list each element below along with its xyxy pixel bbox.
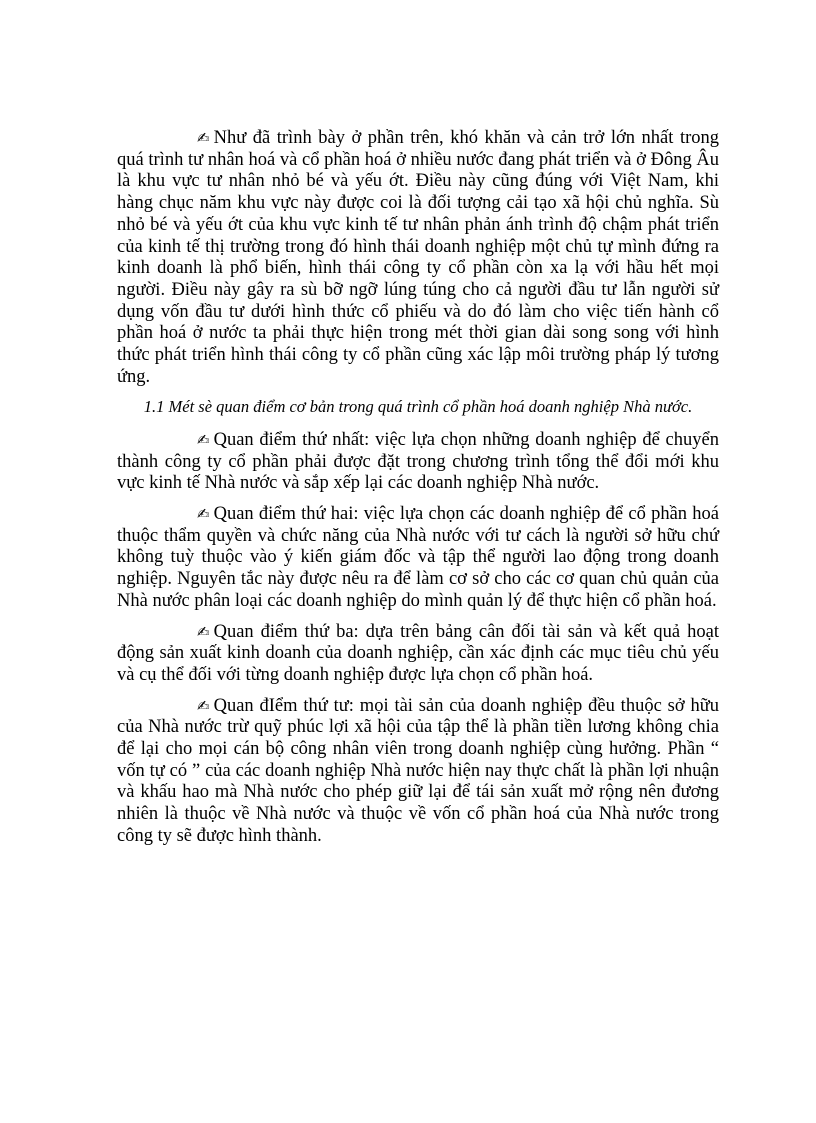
point-paragraph-3: [117, 622, 719, 687]
writing-hand-icon: ✍: [197, 129, 210, 147]
point-paragraph-3-text: Quan điểm thứ ba: dựa trên bảng cân đối tài sản và kết quả hoạt động sản xuất kinh doanh của doanh nghiệp, cần xác định các mục tiêu chủ yếu và cụ thể đối với từng doanh nghiệp được lựa chọn cổ phần hoá.: [117, 621, 719, 685]
section-heading: 1.1 Mét sè quan điểm cơ bản trong quá trình cổ phần hoá doanh nghiệp Nhà nước.: [143, 397, 693, 417]
point-paragraph-4-text: Quan đIểm thứ tư: mọi tài sản của doanh nghiệp đều thuộc sở hữu của Nhà nước trừ quỹ phúc lợi xã hội của tập thể là phần tiền lương không chia để lại cho mọi cán bộ công nhân viên trong doanh nghiệp cùng hưởng. Phần “ vốn tự có ” của các doanh nghiệp Nhà nước hiện nay thực chất là phần lợi nhuận và khấu hao mà Nhà nước cho phép giữ lại để tái sản xuất mở rộng nên đương nhiên là thuộc về Nhà nước và thuộc về vốn cổ phần hoá của Nhà nước trong công ty sẽ được hình thành.: [117, 695, 719, 846]
point-paragraph-2-text: Quan điểm thứ hai: việc lựa chọn các doanh nghiệp để cổ phần hoá thuộc thẩm quyền và chức năng của Nhà nước với tư cách là người sở hữu chứ không tuỳ thuộc vào ý kiến giám đốc và tập thể người lao động trong doanh nghiệp. Nguyên tắc này được nêu ra để làm cơ sở cho các cơ quan chủ quản của Nhà nước phân loại các doanh nghiệp do mình quản lý để thực hiện cổ phần hoá.: [117, 504, 719, 611]
writing-hand-icon: ✍: [197, 430, 210, 449]
intro-paragraph-text: Như đã trình bày ở phần trên, khó khăn và cản trở lớn nhất trong quá trình tư nhân hoá và cổ phần hoá ở nhiều nước đang phát triển và ở Đông Âu là khu vực tư nhân nhỏ bé và yếu ớt. Điều này cũng đúng với Việt Nam, khi hàng chục năm khu vực này được coi là đối tượng cải tạo xã hội chủ nghĩa. Sù nhỏ bé và yếu ớt của khu vực kinh tế tư nhân phản ánh trình độ chậm phát triển của kinh tế thị trường trong đó hình thái doanh nghiệp một chủ tự mình đứng ra kinh doanh là phổ biến, hình thái công ty cổ phần còn xa lạ với hầu hết mọi người. Điều này gây ra sù bỡ ngỡ lúng túng cho cả người đầu tư lẫn người sử dụng vốn đầu tư dưới hình thức cổ phiếu và do đó làm cho việc tiến hành cổ phần hoá ở nước ta phải thực hiện trong mét thời gian dài song song với hình thức phát triển hình thái công ty cổ phần cũng xác lập môi trường pháp lý tương ứng.: [117, 128, 719, 387]
point-paragraph-4: [117, 696, 719, 848]
point-paragraph-1: [117, 430, 719, 495]
writing-hand-icon: ✍: [197, 622, 210, 641]
point-paragraph-1-text: Quan điểm thứ nhất: việc lựa chọn những doanh nghiệp để chuyển thành công ty cổ phần phải được đặt trong chương trình tổng thể đổi mới khu vực kinh tế Nhà nước và sắp xếp lại các doanh nghiệp Nhà nước.: [117, 429, 719, 494]
document-page: [117, 128, 719, 857]
writing-hand-icon: ✍: [197, 505, 210, 524]
point-paragraph-2: [117, 504, 719, 613]
intro-paragraph: [117, 128, 719, 388]
writing-hand-icon: ✍: [197, 696, 210, 715]
